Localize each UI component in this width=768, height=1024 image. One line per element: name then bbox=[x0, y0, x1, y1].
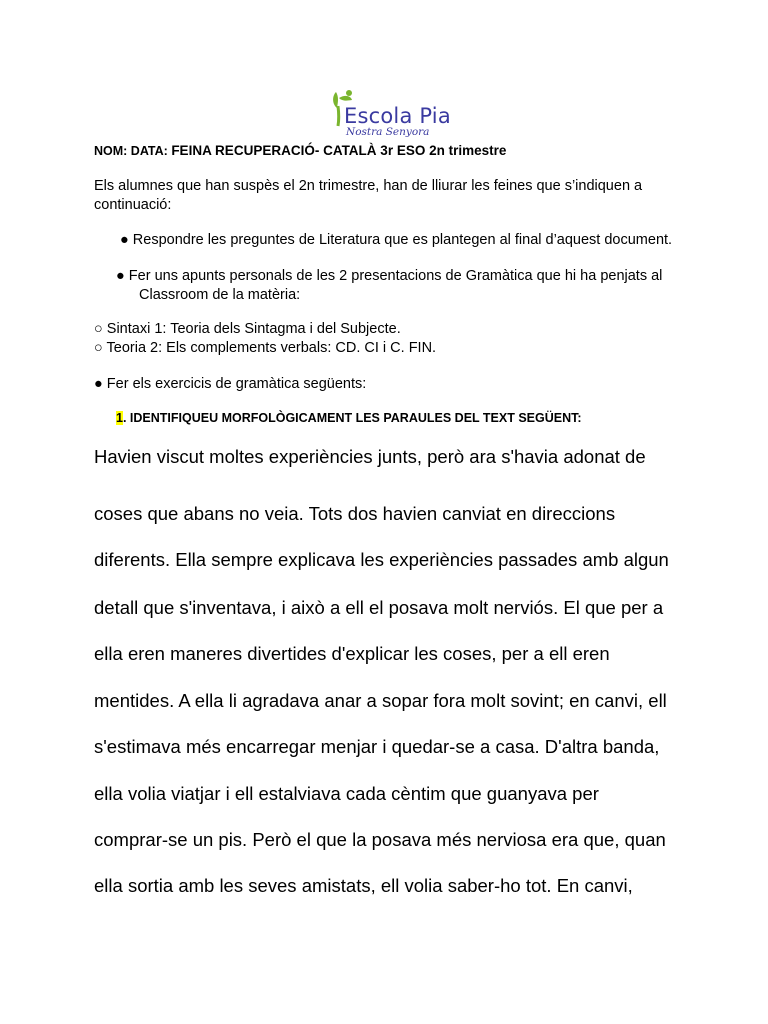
bullet-line-2: Classroom de la matèria: bbox=[139, 287, 301, 303]
document-header bbox=[94, 143, 506, 158]
text-line: ella eren maneres divertides d'explicar les coses, per a ell eren bbox=[94, 643, 610, 664]
text-line: s'estimava més encarregar menjar i quedar-se a casa. D'altra banda, bbox=[94, 736, 660, 757]
exercise-number: 1 bbox=[116, 411, 123, 425]
text-line: Havien viscut moltes experiències junts, però ara s'havia adonat de bbox=[94, 446, 646, 467]
text-line: comprar-se un pis. Però el que la posava més nerviosa era que, quan bbox=[94, 829, 666, 850]
bullet-line-1: ● Fer uns apunts personals de les 2 presentacions de Gramàtica que hi ha penjats al bbox=[116, 268, 663, 284]
school-logo bbox=[330, 84, 470, 140]
document-title: FEINA RECUPERACIÓ- CATALÀ 3r ESO 2n trimestre bbox=[171, 143, 507, 158]
logo-name: Escola Pia bbox=[344, 104, 451, 128]
text-line: mentides. A ella li agradava anar a sopar fora molt sovint; en canvi, ell bbox=[94, 690, 667, 711]
text-line: ella volia viatjar i ell estalviava cada cèntim que guanyava per bbox=[94, 783, 599, 804]
text-line: detall que s'inventava, i això a ell el posava molt nerviós. El que per a bbox=[94, 597, 664, 618]
bullet-item-grammar-notes bbox=[116, 267, 696, 305]
exercise-title: . IDENTIFIQUEU MORFOLÒGICAMENT LES PARAULES DEL TEXT SEGÜENT: bbox=[122, 411, 582, 425]
text-line: diferents. Ella sempre explicava les experiències passades amb algun bbox=[94, 549, 669, 570]
text-line: coses que abans no veia. Tots dos havien canviat en direccions bbox=[94, 503, 616, 524]
header-prefix: NOM: DATA: bbox=[94, 144, 168, 158]
intro-paragraph: Els alumnes que han suspès el 2n trimestre, han de lliurar les feines que s’indiquen a continuació: bbox=[94, 178, 643, 213]
text-line: ella sortia amb les seves amistats, ell volia saber-ho tot. En canvi, bbox=[94, 875, 633, 896]
bullet-item-literature: ● Respondre les preguntes de Literatura que es plantegen al final d’aquest document. bbox=[120, 232, 673, 248]
bullet-item-exercises: ● Fer els exercicis de gramàtica següents: bbox=[94, 376, 367, 392]
subitem-sintaxi: ○ Sintaxi 1: Teoria dels Sintagma i del Subjecte. bbox=[94, 321, 401, 337]
subitem-teoria: ○ Teoria 2: Els complements verbals: CD. CI i C. FIN. bbox=[94, 340, 437, 356]
logo-subtitle: Nostra Senyora bbox=[346, 126, 430, 138]
exercise-heading bbox=[116, 411, 582, 425]
